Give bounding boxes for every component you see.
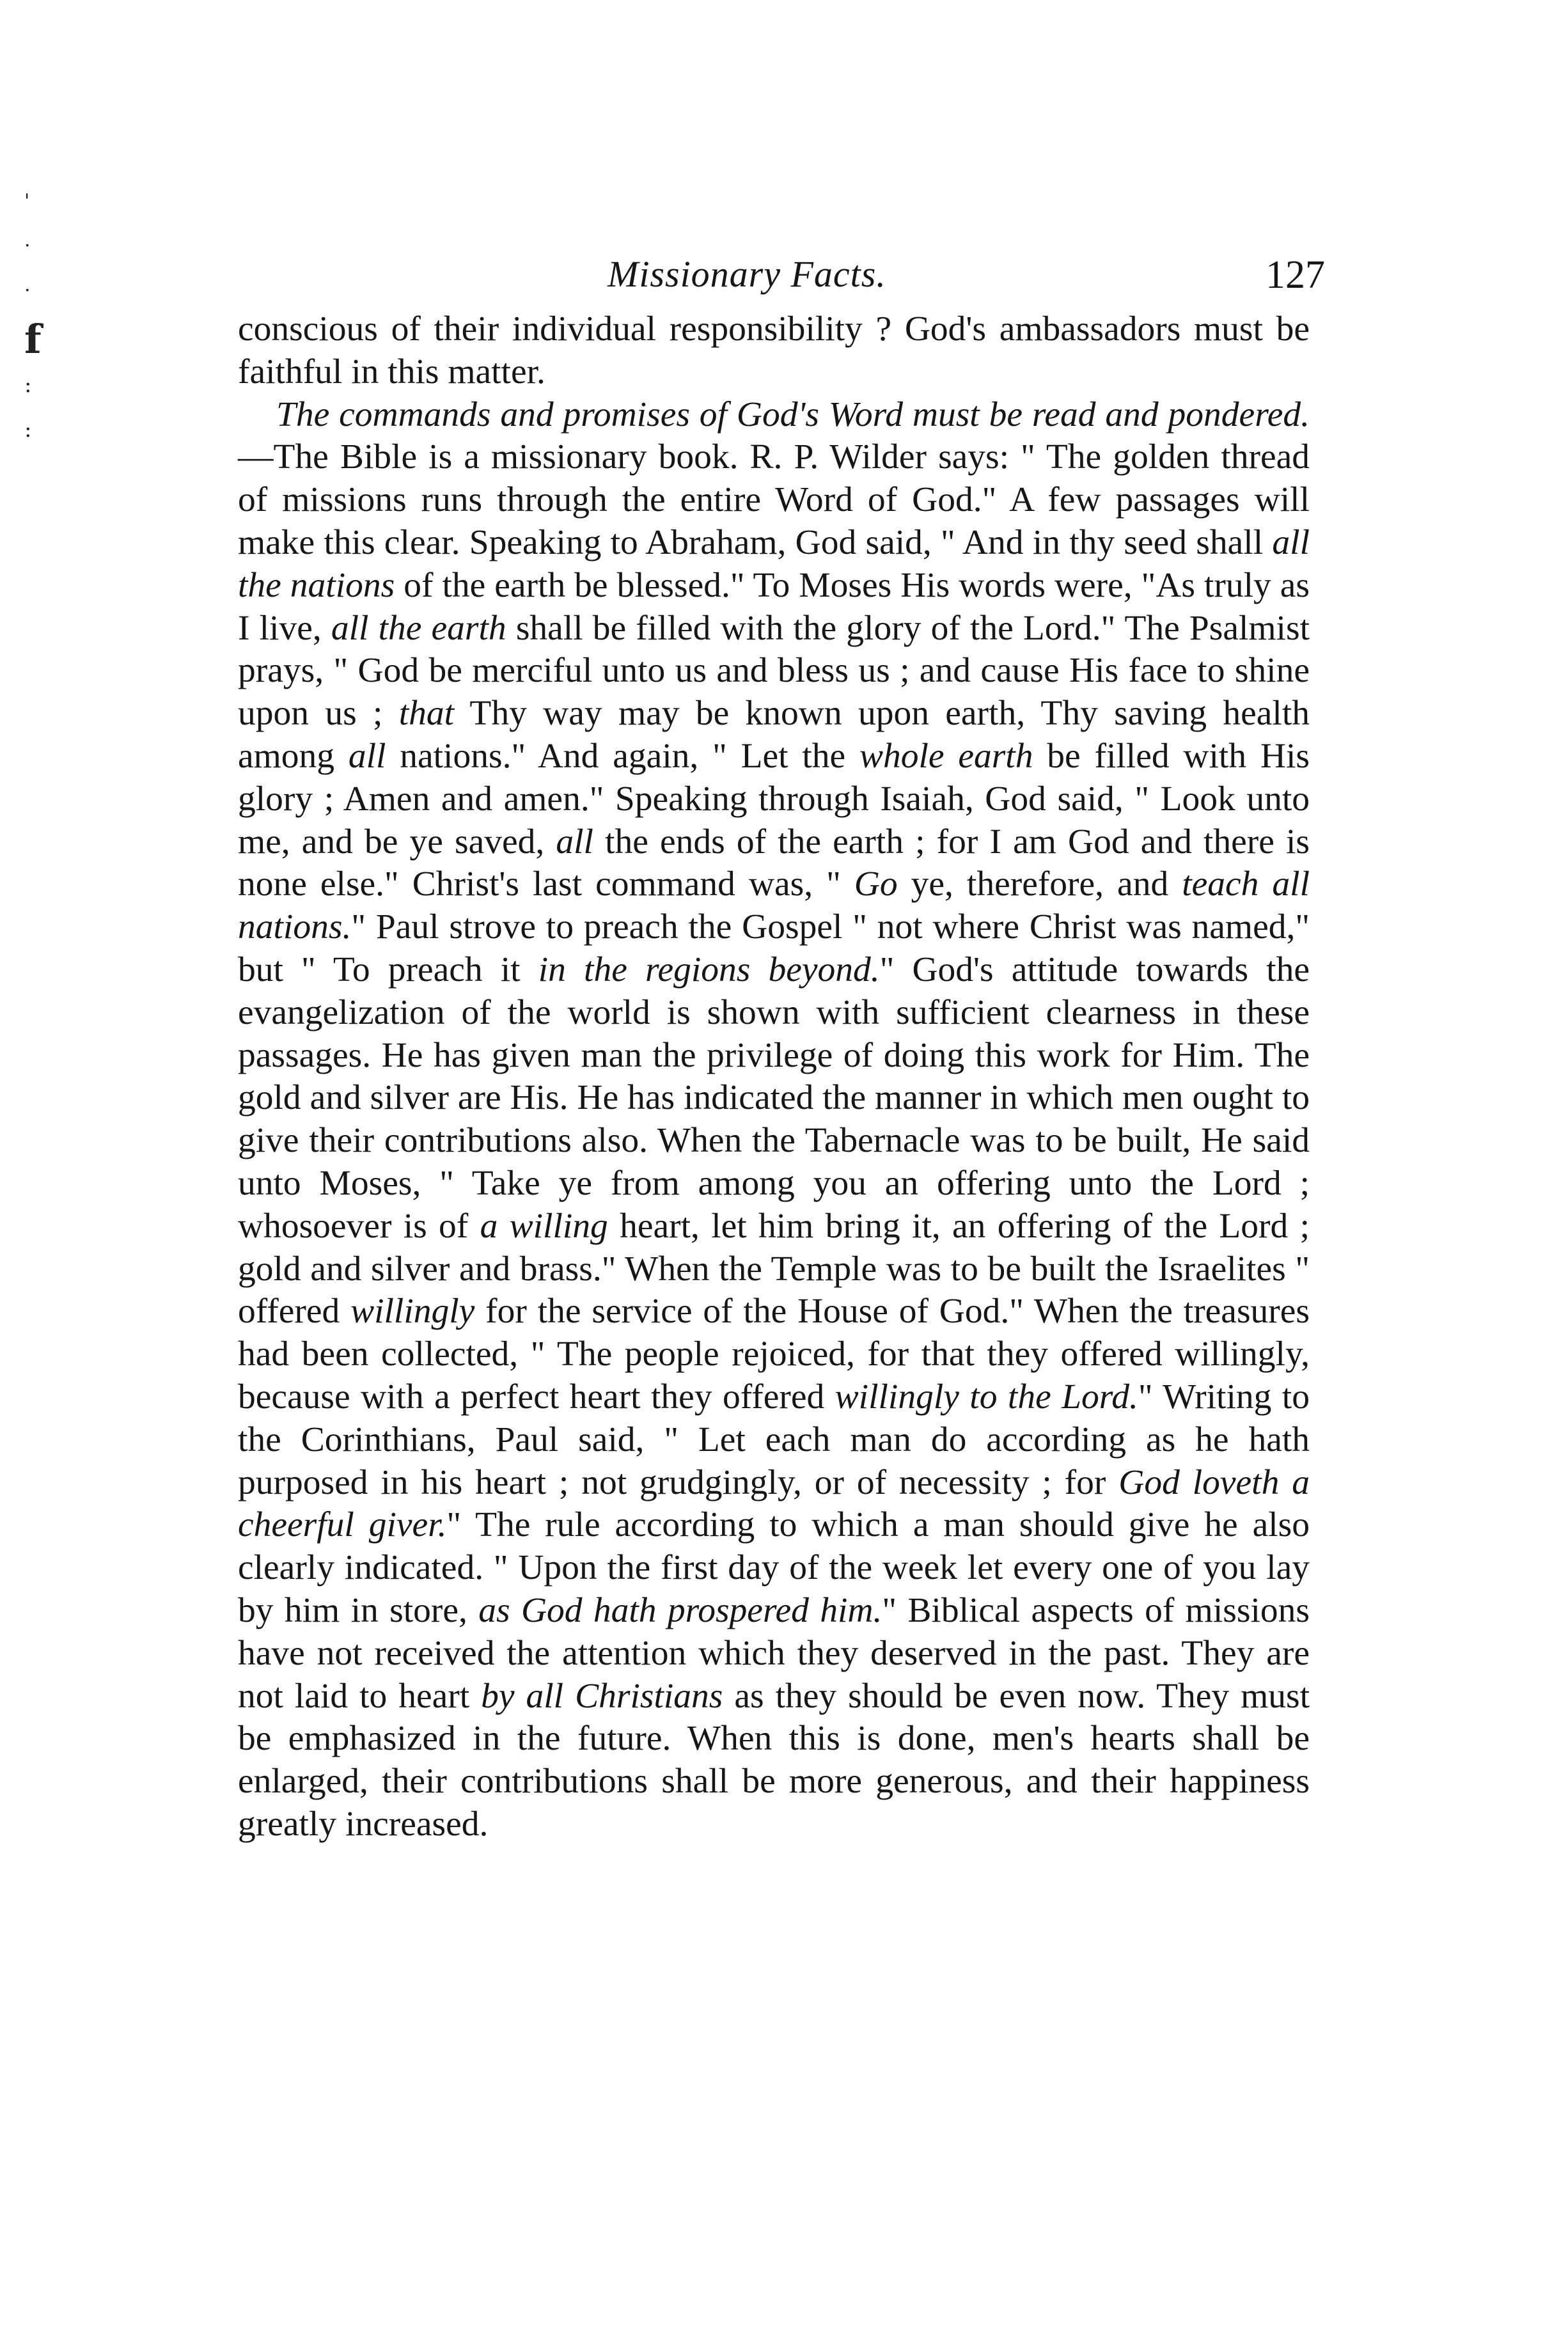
text-run: be filled with His glory ; Amen and amen." Speaking through Isaiah, God said, " Look unto me, and be ye saved,: [238, 736, 1310, 861]
italic-run: willingly: [350, 1292, 475, 1331]
text-run: —The Bible is a missionary book. R. P. Wilder says: " The golden thread of missions runs through the entire Word of God." A few passages will make this clear. Speaking to Abraham, God said, " And in thy seed shall: [238, 437, 1310, 562]
italic-run: that: [398, 694, 455, 733]
italic-run: by all Christians: [481, 1676, 723, 1716]
italic-run: as God hath prospered him.: [478, 1590, 882, 1630]
text-run: ye, therefore, and: [897, 865, 1182, 904]
paragraph: [238, 308, 1310, 394]
italic-run: whole earth: [859, 736, 1033, 776]
italic-run: all: [348, 736, 386, 776]
body-text: [238, 308, 1310, 1846]
italic-run: willingly to the Lord.: [835, 1377, 1138, 1416]
italic-run: The commands and promises of God's Word must be read and pondered.: [276, 395, 1310, 434]
italic-run: all: [556, 822, 593, 861]
italic-run: Go: [854, 865, 898, 904]
margin-mark: :: [24, 417, 32, 443]
margin-mark: f: [24, 316, 42, 363]
text-run: as they should be even now. They must be emphasized in the future. When this is done, men's hearts shall be enlarged, their contributions shall be more generous, and their happiness greatly increased.: [238, 1676, 1310, 1844]
italic-run: God loveth a cheerful giver.: [238, 1462, 1310, 1545]
margin-mark: ·: [24, 279, 31, 302]
italic-run: in the regions beyond.: [538, 950, 880, 989]
text-run: " Biblical aspects of missions have not received the attention which they deserved in the past. They are not laid to heart: [238, 1590, 1310, 1716]
text-run: " Paul strove to preach the Gospel " not where Christ was named," but " To preach it: [238, 907, 1310, 989]
text-run: Thy way may be known upon earth, Thy saving health among: [238, 694, 1310, 776]
margin-mark: ·: [24, 235, 31, 257]
margin-mark: ': [24, 190, 30, 212]
italic-run: a willing: [480, 1206, 608, 1246]
page-number: 127: [1266, 253, 1325, 297]
text-run: the ends of the earth ; for I am God and there is none else." Christ's last command was, ": [238, 822, 1310, 904]
text-run: for the service of the House of God." When the treasures had been collected, " The people rejoiced, for that they offered willingly, because with a perfect heart they offered: [238, 1292, 1310, 1416]
page-header: [243, 253, 1325, 304]
text-run: " God's attitude towards the evangelization of the world is shown with sufficient clearness in these passages. He has given man the privilege of doing this work for Him. The gold and silver are His. He has indicated the manner in which men ought to give their contributions also. When the Tabernacle was to be built, He said unto Moses, " Take ye from among you an offering unto the Lord ; whosoever is of: [238, 950, 1310, 1246]
text-run: shall be filled with the glory of the Lord." The Psalmist prays, " God be merciful unto us and bless us ; and cause His face to shine upon us ;: [238, 608, 1310, 733]
text-run: nations." And again, " Let the: [386, 736, 859, 776]
running-title: Missionary Facts.: [608, 253, 886, 295]
text-run: " Writing to the Corinthians, Paul said, " Let each man do according as he hath purposed in his heart ; not grudgingly, or of necessity ; for: [238, 1377, 1310, 1502]
margin-mark: :: [24, 372, 32, 398]
text-run: " The rule according to which a man should give he also clearly indicated. " Upon the first day of the week let every one of you lay by him in store,: [238, 1505, 1310, 1630]
italic-run: teach all nations.: [238, 865, 1310, 947]
text-run: conscious of their individual responsibility ? God's ambassadors must be faithful in this matter.: [238, 310, 1310, 391]
text-run: heart, let him bring it, an offering of the Lord ; gold and silver and brass." When the Temple was to be built the Israelites " offered: [238, 1206, 1310, 1331]
paragraph: [238, 394, 1310, 1846]
italic-run: all the earth: [331, 608, 506, 648]
text-run: of the earth be blessed." To Moses His words were, "As truly as I live,: [238, 565, 1310, 648]
italic-run: all the nations: [238, 522, 1310, 605]
